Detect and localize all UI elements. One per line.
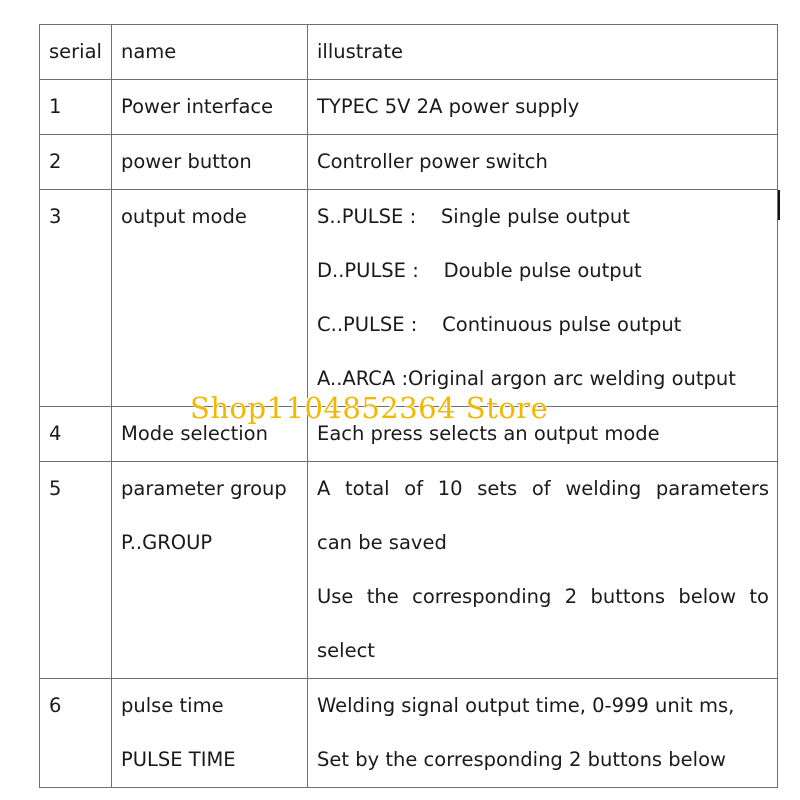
- row-name: [112, 407, 308, 462]
- row-desc: [308, 135, 778, 190]
- row-serial: 3: [40, 190, 112, 407]
- row-desc: [308, 462, 778, 679]
- table-row: [40, 80, 778, 135]
- row-name: [112, 679, 308, 788]
- row-serial: 1: [40, 80, 112, 135]
- name-line: P..GROUP: [121, 531, 213, 554]
- name-line: pulse time: [121, 694, 224, 717]
- row-name: [112, 135, 308, 190]
- desc-line: Controller power switch: [317, 150, 548, 173]
- table-row: [40, 462, 778, 679]
- spec-table: [39, 24, 778, 788]
- row-desc: [308, 679, 778, 788]
- store-watermark: Shop1104852364 Store: [190, 391, 549, 425]
- header-illustrate: illustrate: [308, 25, 778, 80]
- row-serial: 5: [40, 462, 112, 679]
- name-line: power button: [121, 150, 252, 173]
- header-name: name: [112, 25, 308, 80]
- row-name: [112, 80, 308, 135]
- row-serial: 4: [40, 407, 112, 462]
- desc-line: Welding signal output time, 0-999 unit ms,: [317, 694, 735, 717]
- row-name: [112, 190, 308, 407]
- row-desc: [308, 80, 778, 135]
- desc-line: can be saved: [317, 531, 447, 554]
- row-serial: 2: [40, 135, 112, 190]
- text-cursor: [778, 190, 780, 220]
- table-row: [40, 190, 778, 407]
- table-row: [40, 407, 778, 462]
- row-name: [112, 462, 308, 679]
- desc-line: S..PULSE : Single pulse output: [317, 205, 630, 228]
- desc-line: Set by the corresponding 2 buttons below: [317, 748, 726, 771]
- table-row: [40, 679, 778, 788]
- desc-line: TYPEC 5V 2A power supply: [317, 95, 580, 118]
- table-row: [40, 135, 778, 190]
- name-line: PULSE TIME: [121, 748, 236, 771]
- row-desc: [308, 407, 778, 462]
- desc-line: Use the corresponding 2 buttons below to: [317, 585, 769, 608]
- name-line: parameter group: [121, 477, 287, 500]
- desc-line: Each press selects an output mode: [317, 422, 660, 445]
- header-row: [40, 25, 778, 80]
- desc-line: C..PULSE : Continuous pulse output: [317, 313, 682, 336]
- desc-line: A total of 10 sets of welding parameters: [317, 477, 769, 500]
- row-serial: 6: [40, 679, 112, 788]
- name-line: Mode selection: [121, 422, 268, 445]
- name-line: output mode: [121, 205, 247, 228]
- desc-line: D..PULSE : Double pulse output: [317, 259, 642, 282]
- desc-line: select: [317, 639, 375, 662]
- header-serial: serial: [40, 25, 112, 80]
- row-desc: [308, 190, 778, 407]
- name-line: Power interface: [121, 95, 274, 118]
- desc-line: A..ARCA :Original argon arc welding output: [317, 367, 736, 390]
